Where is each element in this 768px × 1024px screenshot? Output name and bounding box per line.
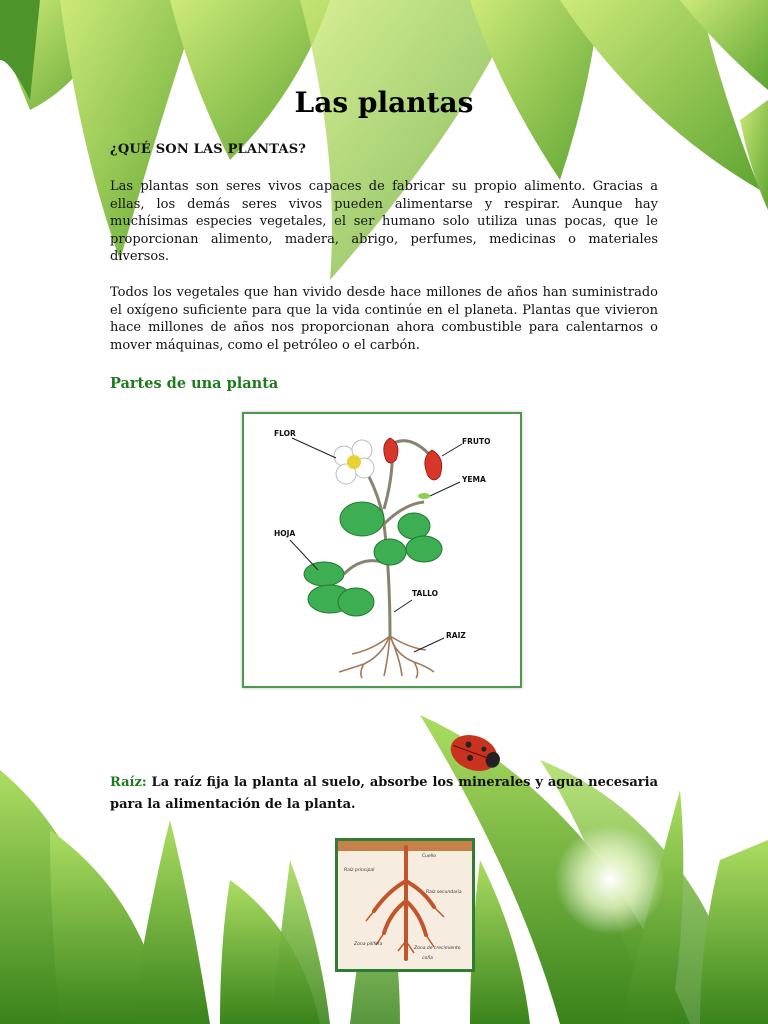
raiz-label: Raíz: xyxy=(110,775,147,790)
plant-parts-diagram xyxy=(242,412,522,688)
root-shape xyxy=(374,847,437,959)
label-tallo: TALLO xyxy=(412,589,439,598)
label-cuello: Cuello xyxy=(422,854,437,859)
page-title: Las plantas xyxy=(294,86,474,119)
label-hoja: HOJA xyxy=(274,529,296,538)
label-zona-pilifera: Zona pilífera xyxy=(354,942,383,947)
label-fruto: FRUTO xyxy=(462,437,491,446)
root-diagram xyxy=(335,838,475,972)
label-yema: YEMA xyxy=(462,475,486,484)
bud-icon xyxy=(418,493,430,499)
paragraph-2: Todos los vegetales que han vivido desde hace millones de años han suministrado el oxígeno suficiente para que la vida continúe en el planeta. Plantas que vivieron hace millones de años nos proporcionan ahora combustible para calentarnos o mover máquinas, como el petróleo o el carbón. xyxy=(110,285,658,353)
label-zona-crecimiento: Zona de crecimiento xyxy=(414,946,461,951)
label-raiz-principal: Raíz principal xyxy=(344,868,375,873)
label-raiz: RAIZ xyxy=(446,631,466,640)
label-cofia: cofia xyxy=(422,956,433,961)
root-illustration xyxy=(338,841,472,969)
label-flor: FLOR xyxy=(274,429,296,438)
parts-section-title: Partes de una planta xyxy=(110,375,279,392)
label-raiz-secundaria: Raíz secundaria xyxy=(426,890,462,895)
section-heading: ¿QUÉ SON LAS PLANTAS? xyxy=(110,142,307,157)
raiz-text: La raíz fija la planta al suelo, absorbe los minerales y agua necesaria para la alimentación de la planta. xyxy=(110,775,658,812)
paragraph-1: Las plantas son seres vivos capaces de fabricar su propio alimento. Gracias a ellas, los demás seres vivos pueden alimentarse y respirar. Aunque hay muchísimas especies vegetales, el ser humano solo utiliza unas pocas, que le proporcionan alimento, madera, abrigo, perfumes, medicinas o materiales diversos. xyxy=(110,179,658,264)
raiz-description xyxy=(110,772,658,816)
plant-roots xyxy=(339,634,434,678)
plant-illustration xyxy=(244,414,520,686)
plant-leaves xyxy=(304,502,442,616)
flower-icon xyxy=(334,440,374,484)
